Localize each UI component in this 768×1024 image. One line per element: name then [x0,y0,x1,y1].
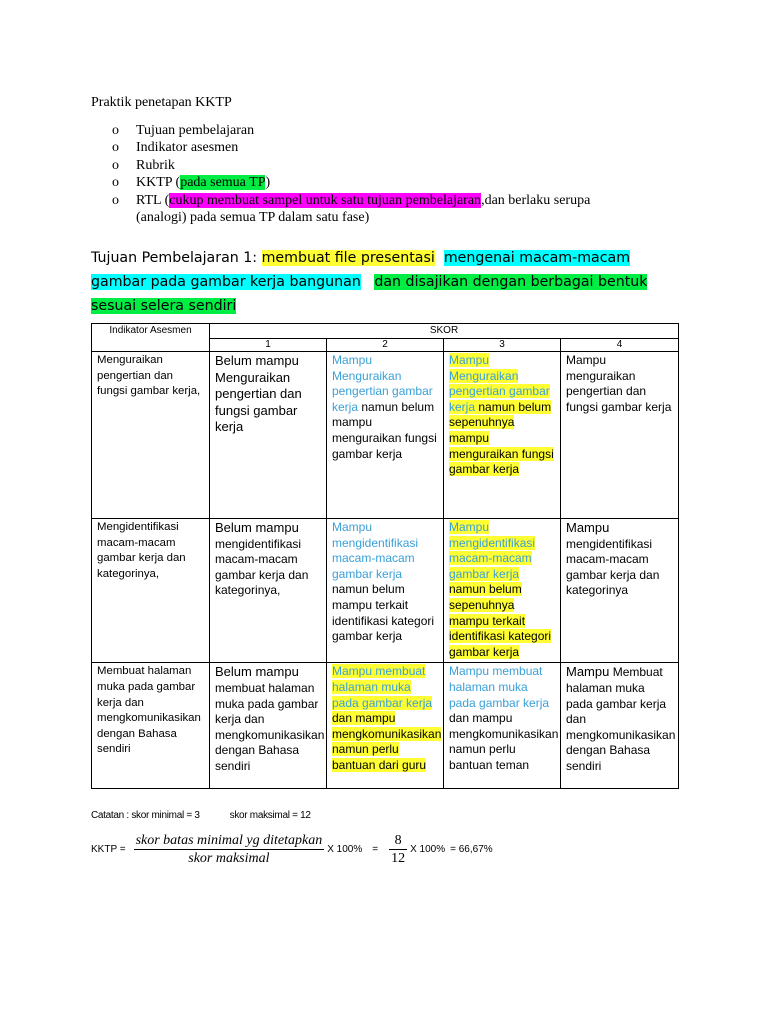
header-indikator: Indikator Asesmen [92,324,210,352]
bullet-text: Rubrik [136,157,175,173]
formula-lhs: KKTP = [91,844,126,855]
score-4-cell: Mampu Membuat halaman muka pada gambar kerja dan mengkomunikasikan dengan Bahasa sendiri [561,663,679,789]
yellow-highlight: namun belum sepenuhnya mampu terkait identifikasi kategori gambar kerja [449,582,552,659]
score-3-cell [444,352,561,519]
bullet-marker: o [112,157,119,173]
formula-times-100: X 100% [327,844,363,855]
table-row [92,519,679,663]
bullet-item [112,157,672,174]
indikator-cell: Membuat halaman muka pada gambar kerja dan mengkomunikasikan dengan Bahasa sendiri [92,663,210,789]
blue-text: Mampu membuat halaman muka pada gambar kerja [449,664,550,710]
cyan-highlight: mengenai macam-macam gambar pada gambar kerja bangunan [91,250,631,291]
bullet-marker: o [112,192,119,208]
score-col-4: 4 [561,339,679,352]
bullet-item [112,122,672,139]
bullet-text: RTL (cukup membuat sampel untuk satu tujuan pembelajaran,dan berlaku serupa (analogi) pada semua TP dalam satu fase) [136,192,591,226]
score-3-cell [444,519,561,663]
blue-text: Mampu mengidentifikasi macam-macam gambar kerja [332,520,419,581]
fraction-denominator: 12 [391,851,406,866]
min-score-note: Catatan : skor minimal = 3 [91,810,200,821]
bullet-list [112,122,672,226]
bullet-marker: o [112,123,119,138]
table-row [92,352,679,519]
score-1-cell: Belum mampu mengidentifikasi macam-macam gambar kerja dan kategorinya, [210,519,327,663]
indikator-cell: Menguraikan pengertian dan fungsi gambar kerja, [92,352,210,519]
fraction-denominator: skor maksimal [188,851,270,866]
score-col-3: 3 [444,339,561,352]
formula-equals: = [372,844,379,855]
bullet-text: Indikator asesmen [136,140,239,156]
score-4-cell: Mampu menguraikan pengertian dan fungsi gambar kerja [561,352,679,519]
score-3-cell: Mampu membuat halaman muka pada gambar kerja dan mampu mengkomunikasikan namun perlu bantuan teman [444,663,561,789]
score-1-cell: Belum mampu Menguraikan pengertian dan fungsi gambar kerja [210,352,327,519]
score-2-cell: Mampu mengidentifikasi macam-macam gambar kerja namun belum mampu terkait identifikasi kategori gambar kerja [327,519,444,663]
bullet-item [112,139,672,156]
bullet-marker: o [112,175,119,191]
table-row [92,663,679,789]
objective-label: Tujuan Pembelajaran 1: [91,250,262,266]
formula-fraction-value [389,832,407,867]
score-2-cell: Mampu Menguraikan pengertian gambar kerja namun belum mampu menguraikan fungsi gambar kerja [327,352,444,519]
formula-times-100: X 100% [410,844,446,855]
fraction-numerator: skor batas minimal yg ditetapkan [135,833,323,848]
bullet-item [112,192,672,227]
score-col-2: 2 [327,339,444,352]
green-highlight: dan disajikan dengan berbagai bentuk sesuai selera sendiri [91,274,648,315]
max-score-note: skor maksimal = 12 [229,810,311,821]
document-title: Praktik penetapan KKTP [91,95,232,110]
kktp-formula [91,832,493,867]
bullet-text: Tujuan pembelajaran [136,123,255,138]
indikator-cell: Mengidentifikasi macam-macam gambar kerja dan kategorinya, [92,519,210,663]
blue-highlighted-text: Mampu mengidentifikasi macam-macam gambar kerja [449,520,536,581]
blue-highlighted-text: Mampu membuat halaman muka pada gambar kerja [332,664,433,710]
score-1-cell: Belum mampu membuat halaman muka pada gambar kerja dan mengkomunikasikan dengan Bahasa sendiri [210,663,327,789]
score-col-1: 1 [210,339,327,352]
yellow-highlight: namun belum sepenuhnya mampu menguraikan fungsi gambar kerja [449,399,554,477]
blue-text: Mampu Menguraikan pengertian gambar kerja [332,353,433,414]
fraction-numerator: 8 [394,833,402,848]
bullet-item [112,174,672,191]
formula-result: = 66,67% [450,844,493,855]
rubric-table [91,323,679,789]
score-4-cell: Mampu mengidentifikasi macam-macam gambar kerja dan kategorinya [561,519,679,663]
score-note [91,810,341,821]
learning-objective [91,246,679,319]
yellow-highlight: membuat file presentasi [261,250,435,266]
blue-highlighted-text: Mampu Menguraikan pengertian gambar kerja [449,353,550,414]
green-highlight: pada semua TP [180,175,266,191]
header-skor: SKOR [210,324,679,339]
bullet-marker: o [112,140,119,156]
score-2-cell [327,663,444,789]
magenta-highlight: cukup membuat sampel untuk satu tujuan pembelajaran [169,192,482,208]
formula-fraction [134,832,325,867]
yellow-highlight: dan mampu mengkomunikasikan namun perlu bantuan dari guru [332,711,442,772]
table-header-row [92,324,679,339]
bullet-text: KKTP (pada semua TP) [136,175,271,191]
